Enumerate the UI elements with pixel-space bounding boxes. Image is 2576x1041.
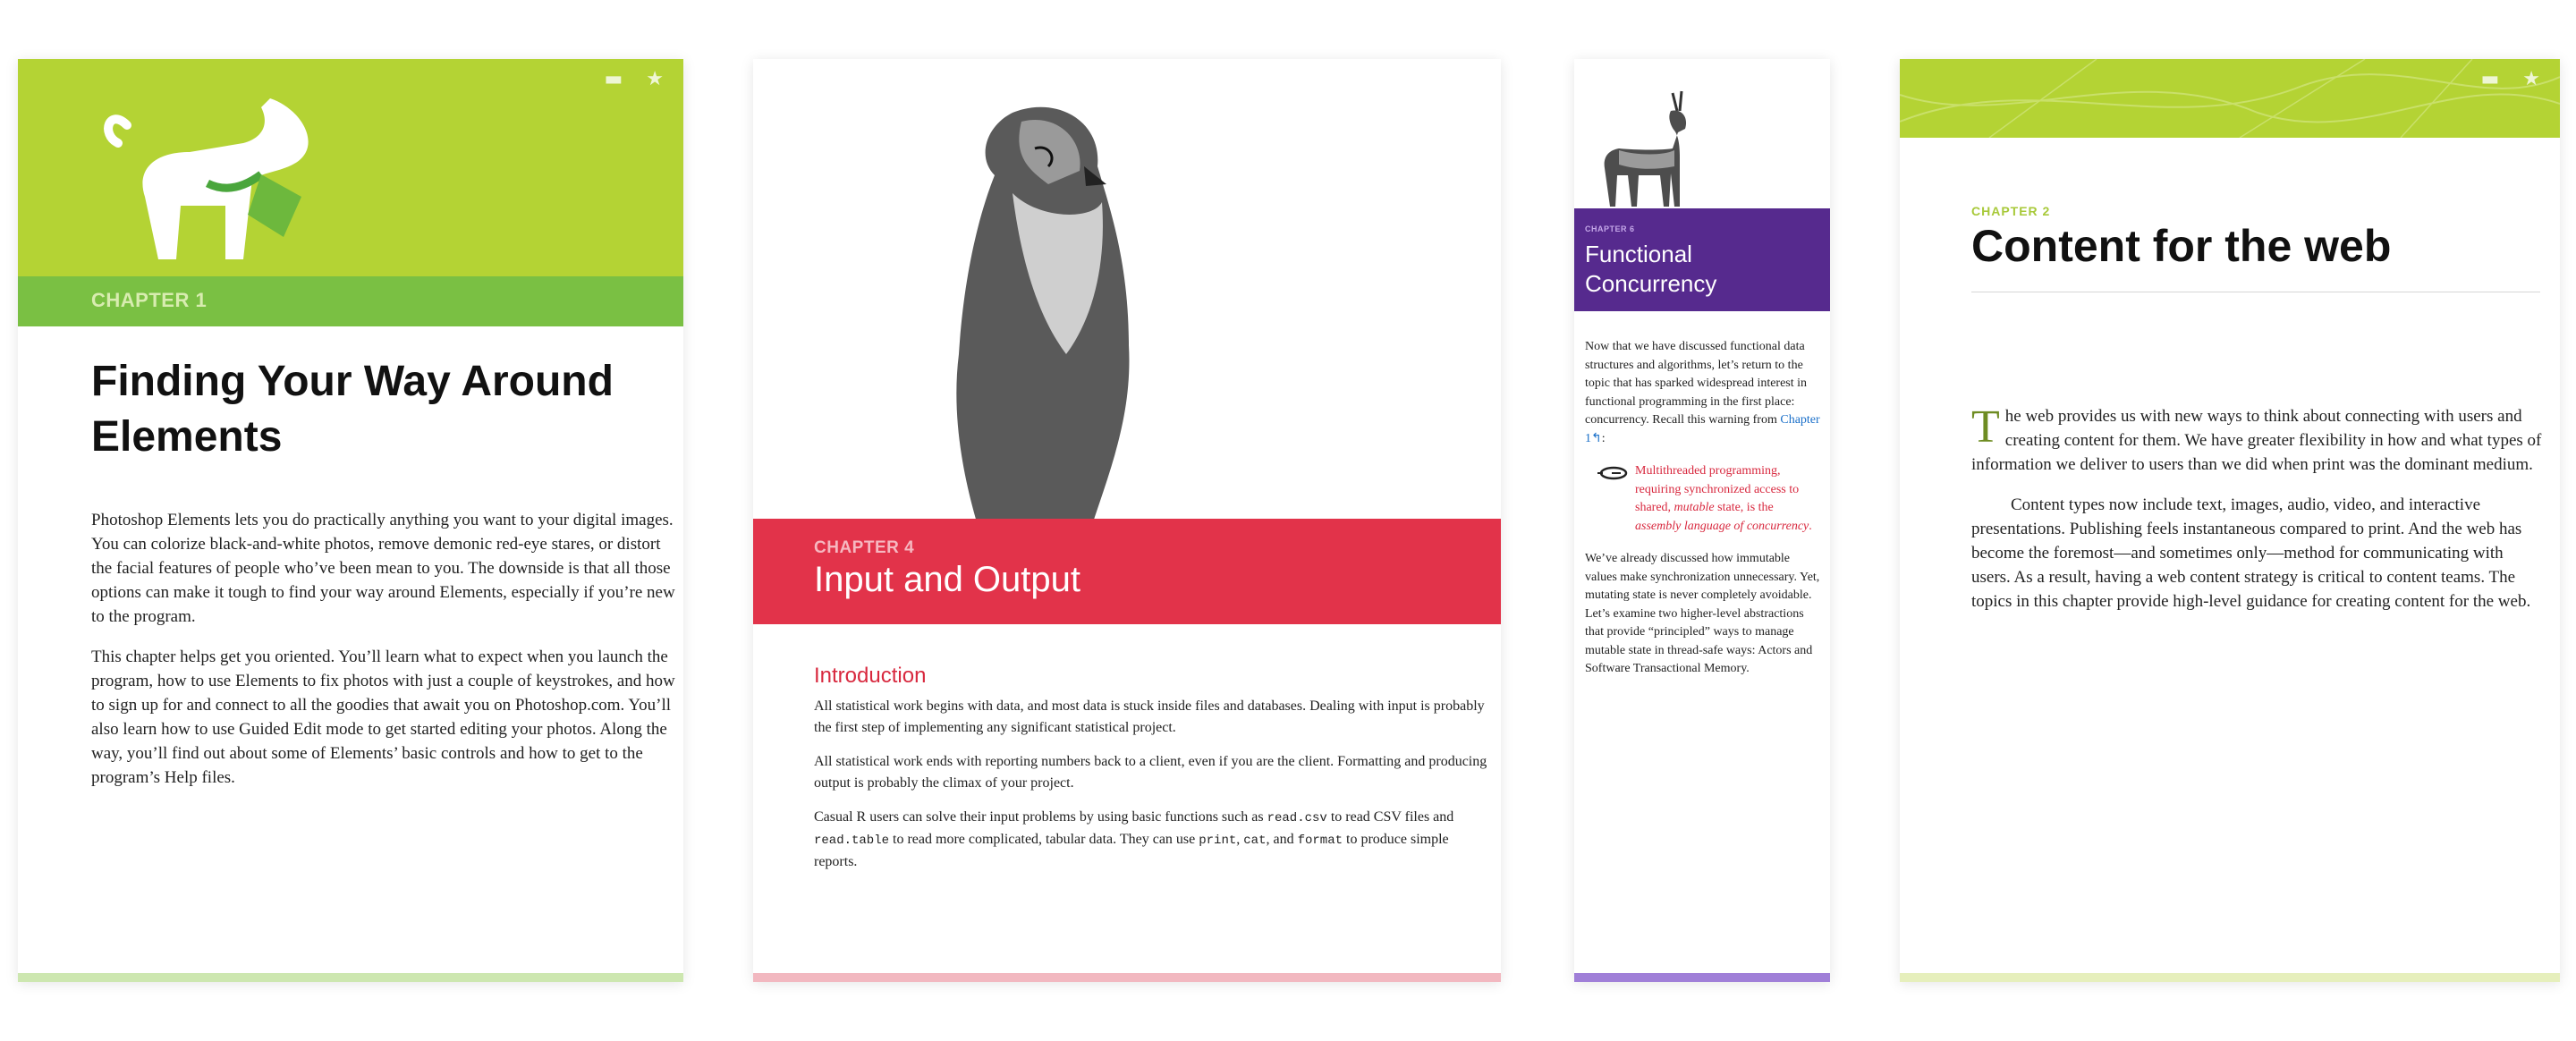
code-cat: cat — [1243, 834, 1267, 848]
text-run: to read more complicated, tabular data. They can use — [889, 832, 1199, 847]
chapter-body — [814, 696, 1488, 885]
page-actions — [2480, 68, 2540, 90]
page-bottom-accent — [1574, 973, 1830, 982]
text-run: Multithreaded programming, requiring synchronized access to shared, — [1635, 464, 1800, 514]
warning-quote — [1585, 462, 1821, 536]
book-page-chapter-6[interactable] — [1574, 59, 1830, 982]
chapter-title: Input and Output — [814, 560, 1081, 599]
wave-pattern — [1900, 59, 2560, 138]
code-print: print — [1199, 834, 1237, 848]
text-run: Casual R users can solve their input problems by using basic functions such as — [814, 809, 1267, 825]
text-run: . — [1809, 519, 1812, 533]
book-page-chapter-1[interactable] — [18, 59, 683, 982]
page-bottom-accent — [753, 973, 1501, 982]
paragraph: Content types now include text, images, audio, video, and interactive presentations. Publishing feels instantaneous compared to print. And the web has become the foremost—and sometimes only—method for communicating with users. As a result, having a web content strategy is critical to content teams. The topics in this chapter provide high-level guidance for creating content for the web. — [1971, 495, 2531, 611]
page-bottom-accent — [1900, 973, 2560, 982]
dog-illustration — [91, 89, 324, 277]
drop-cap: T — [1971, 402, 2000, 453]
page-actions — [604, 68, 664, 90]
paragraph: All statistical work begins with data, and most data is stuck inside files and databases. Dealing with input is probably the first step of implementing any significant statistical project. — [814, 698, 1485, 735]
star-icon[interactable]: ★ — [646, 68, 664, 90]
paragraph: We’ve already discussed how immutable values make synchronization unnecessary. Yet, mutating state is never completely avoidable. Let’s examine two higher-level abstractions that provide “principled” ways to manage mutable state in thread-safe ways: Actors and Software Transactional Memory. — [1585, 552, 1820, 675]
chapter-title: Finding Your Way Around Elements — [91, 358, 614, 461]
chapter-1-link[interactable]: Chapter 1 — [1585, 413, 1820, 445]
paragraph — [814, 807, 1488, 873]
paragraph: This chapter helps get you oriented. You’ll learn what to expect when you launch the program, how to use Elements to fix photos with just a couple of keystrokes, and how to sign up for and connect to all the goodies that await you on Photoshop.com. You’ll also learn how to use Guided Edit mode to get started editing your photos. Along the way, you’ll find out about some of Elements’ basic controls and how to get to the program’s Help files. — [91, 647, 675, 787]
cross-reference-icon[interactable]: ↰ — [1591, 431, 1602, 445]
chapter-body — [1971, 404, 2544, 630]
text-run: Now that we have discussed functional data structures and algorithms, let’s return to the topic that has sparked widespread interest in functional programming in the first place: concurrency. Recall this warning from — [1585, 340, 1808, 427]
chapter-body — [91, 508, 682, 806]
chapter-title: Content for the web — [1971, 221, 2392, 271]
section-heading: Introduction — [814, 664, 927, 688]
paragraph: Photoshop Elements lets you do practically anything you want to your digital images. You can colorize black-and-white photos, remove demonic red-eye stares, or distort the facial features of people who’ve been mean to you. The downside is that all those options can make it tough to find your way around Elements, especially if you’re new to the program. — [91, 511, 675, 626]
scorpion-icon — [1594, 464, 1630, 482]
book-page-chapter-2[interactable] — [1900, 59, 2560, 982]
antelope-illustration — [1592, 86, 1708, 211]
paragraph: All statistical work ends with reporting numbers back to a client, even if you are the client. Formatting and producing output is probably the climax of your project. — [814, 754, 1487, 791]
code-read-csv: read.csv — [1267, 811, 1327, 825]
chapter-label: CHAPTER 2 — [1971, 204, 2051, 218]
emphasis: assembly language of concurrency — [1635, 519, 1809, 533]
paragraph — [1971, 404, 2544, 477]
chapter-label: CHAPTER 6 — [1585, 224, 1635, 233]
chapter-title: Functional Concurrency — [1585, 241, 1717, 297]
eagle-illustration — [878, 86, 1182, 587]
book-page-chapter-4[interactable] — [753, 59, 1501, 982]
text-run: , — [1236, 832, 1244, 847]
text-run: he web provides us with new ways to think about connecting with users and creating content for them. We have greater flexibility in how and what types of information we deliver to users than we did when print was the dominant medium. — [1971, 407, 2542, 474]
comment-icon[interactable]: ▬ — [604, 68, 623, 90]
text-run: : — [1601, 431, 1606, 445]
chapter-label: CHAPTER 4 — [814, 538, 915, 557]
comment-icon[interactable]: ▬ — [2480, 68, 2500, 90]
text-run: , and — [1266, 832, 1298, 847]
star-icon[interactable]: ★ — [2522, 68, 2540, 90]
text-run: to read CSV files and — [1326, 809, 1454, 825]
text-run: to produce simple reports. — [814, 832, 1449, 869]
emphasis: mutable — [1674, 501, 1715, 514]
code-format: format — [1297, 834, 1343, 848]
code-read-table: read.table — [814, 834, 890, 848]
chapter-body — [1585, 338, 1821, 693]
chapter-hero-banner — [1900, 59, 2560, 138]
paragraph — [1585, 338, 1821, 448]
page-bottom-accent — [18, 973, 683, 982]
chapter-label: CHAPTER 1 — [91, 289, 208, 311]
text-run: state, is the — [1714, 501, 1774, 514]
